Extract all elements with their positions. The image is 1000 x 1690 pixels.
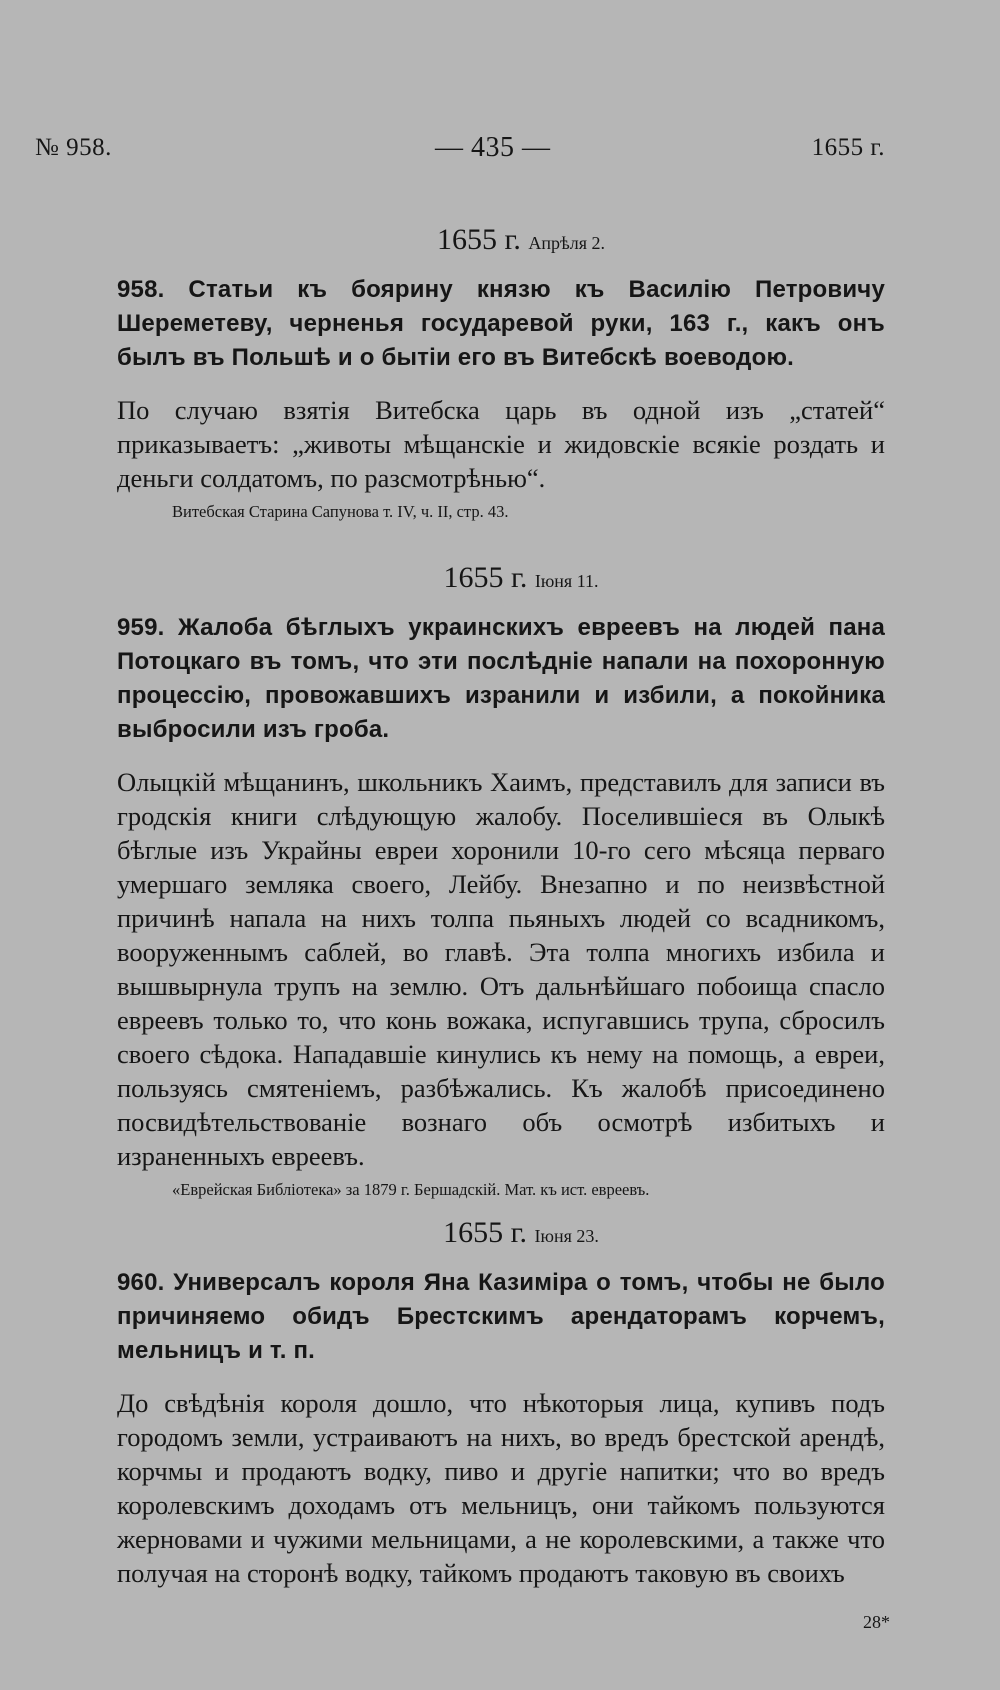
- entry-body: До свѣдѣнія короля дошло, что нѣкоторыя лица, купивъ подъ городомъ земли, устраиваютъ на нихъ, во вредъ брестской арендѣ, корчмы и продаютъ водку, пиво и другіе напитки; что во вредъ королевскимъ доходамъ отъ мельницъ, они тайкомъ пользуются жерновами и чужими мельницами, а не королевскими, а также что получая на сторонѣ водку, тайкомъ продаютъ таковую въ своихъ: [117, 1388, 885, 1588]
- signature-mark: 28*: [863, 1612, 890, 1632]
- entry-body: По случаю взятія Витебска царь въ одной изъ „статей“ приказываетъ: „животы мѣщанскіе и жидовскіе всякіе роздать и деньги солдатомъ, по разсмотрѣнью“.: [117, 395, 885, 493]
- document-number: № 958.: [35, 134, 112, 161]
- entry-month: Іюня 23.: [534, 1226, 599, 1246]
- entry-959: [117, 560, 885, 1201]
- entry-date: [157, 1215, 885, 1254]
- entry-source: «Еврейская Библіотека» за 1879 г. Бершадскій. Мат. къ ист. евреевъ.: [172, 1180, 650, 1199]
- entry-year: 1655 г.: [443, 1216, 528, 1249]
- entry-heading: 960. Универсалъ короля Яна Казиміра о томъ, чтобы не было причиняемо обидъ Брестскимъ арендаторамъ корчемъ, мельницъ и т. п.: [117, 1269, 885, 1364]
- entry-year: 1655 г.: [436, 223, 521, 256]
- running-header: [35, 134, 885, 170]
- entry-960: [117, 1215, 885, 1590]
- entry-month: Іюня 11.: [534, 571, 599, 591]
- entry-year: 1655 г.: [443, 561, 528, 594]
- entry-958: [117, 222, 885, 523]
- entry-heading: 959. Жалоба бѣглыхъ украинскихъ евреевъ на людей пана Потоцкаго въ томъ, что эти послѣдніе напали на похоронную процессію, провожавшихъ изранили и избили, а покойника выбросили изъ гроба.: [117, 614, 885, 743]
- entry-month: Апрѣля 2.: [528, 233, 606, 253]
- entry-date: [157, 222, 885, 261]
- entry-body: Олыцкій мѣщанинъ, школьникъ Хаимъ, представилъ для записи въ гродскія книги слѣдующую жалобу. Поселившіеся въ Олыкѣ бѣглые изъ Украйны евреи хоронили 10-го сего мѣсяца перваго умершаго земляка своего, Лейбу. Внезапно и по неизвѣстной причинѣ напала на нихъ толпа пьяныхъ людей со всадникомъ, вооруженнымъ саблей, во главѣ. Эта толпа многихъ избила и вышвырнула трупъ на землю. Отъ дальнѣйшаго побоища спасло евреевъ только то, что конь вожака, испугавшись трупа, сбросилъ своего сѣдока. Нападавшіе кинулись къ нему на помощь, а евреи, пользуясь смятеніемъ, разбѣжались. Къ жалобѣ присоединено посвидѣтельствованіе вознаго объ осмотрѣ избитыхъ и израненныхъ евреевъ.: [117, 767, 885, 1171]
- entry-source: Витебская Старина Сапунова т. IV, ч. II, стр. 43.: [172, 502, 509, 521]
- entry-heading: 958. Статьи къ боярину князю къ Василію Петровичу Шереметеву, черненья государевой руки, 163 г., какъ онъ былъ въ Польшѣ и о бытіи его въ Витебскѣ воеводою.: [117, 276, 885, 371]
- page-number: — 435 —: [435, 132, 551, 163]
- header-year: 1655 г.: [811, 134, 885, 161]
- entry-date: [157, 560, 885, 599]
